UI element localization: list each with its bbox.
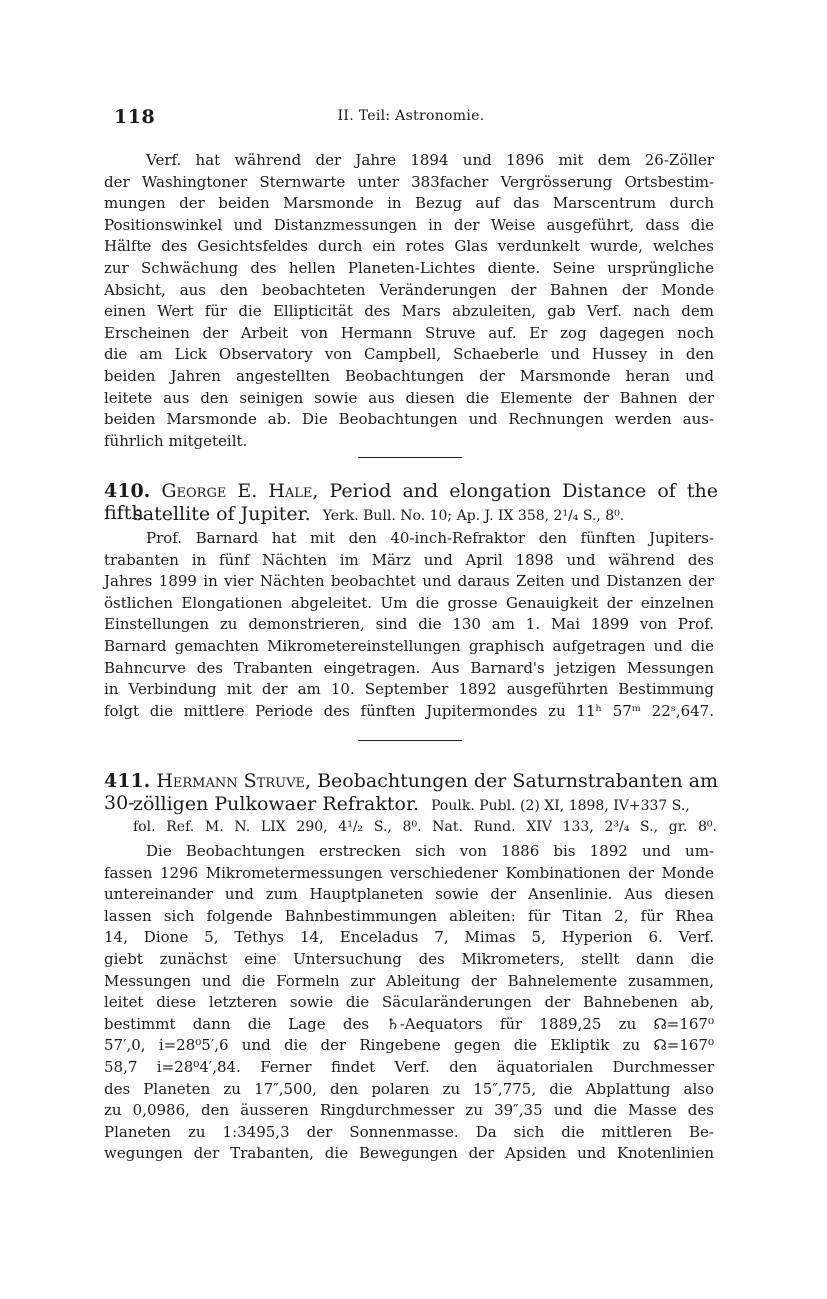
section-divider	[358, 457, 462, 458]
entry-title-text: satellite of Jupiter.	[133, 503, 311, 525]
text-line: 57′,0, i=28⁰5′,6 und die der Ringebene gegen die Ekliptik zu ☊=167⁰	[104, 1036, 714, 1055]
paragraph-saturn-satellites	[104, 841, 714, 1165]
entry-title-text: Period and elongation Distance of the fifth	[104, 480, 718, 524]
entry-title-text: zölligen Pulkowaer Refraktor.	[133, 793, 419, 815]
section-divider	[358, 740, 462, 741]
entry-author: George E. Hale,	[161, 480, 319, 502]
text-line: Die Beobachtungen erstrecken sich von 1886 bis 1892 und um-	[146, 842, 714, 860]
text-line: Prof. Barnard hat mit den 40-inch-Refraktor den fünften Jupiters-	[146, 529, 714, 547]
text-line: trabanten in fünf Nächten im März und April 1898 und während des	[104, 550, 714, 569]
text-line: in Verbindung mit der am 10. September 1892 ausgeführten Bestimmung	[104, 680, 714, 699]
entry-reference: fol. Ref. M. N. LIX 290, 4¹/₂ S., 8⁰. Nat. Rund. XIV 133, 2³/₄ S., gr. 8⁰.	[133, 819, 717, 835]
text-line: beiden Marsmonde ab. Die Beobachtungen und Rechnungen werden aus-	[104, 410, 714, 429]
entry-title-text: Beobachtungen der Saturnstrabanten am 30-	[104, 770, 718, 814]
text-line: Hälfte des Gesichtsfeldes durch ein rotes Glas verdunkelt wurde, welches	[104, 237, 714, 256]
text-line: Bahncurve des Trabanten eingetragen. Aus Barnard's jetzigen Messungen	[104, 658, 714, 677]
text-line: 58,7 i=28⁰4′,84. Ferner findet Verf. den äquatorialen Durchmesser	[104, 1057, 714, 1076]
text-line: Absicht, aus den beobachteten Veränderungen der Bahnen der Monde	[104, 280, 714, 299]
text-line: leitet diese letzteren sowie die Säcularänderungen der Bahnebenen ab,	[104, 993, 714, 1012]
text-line: leitete aus den seinigen sowie aus diesen die Elemente der Bahnen der	[104, 388, 714, 407]
text-line: der Washingtoner Sternwarte unter 383facher Vergrösserung Ortsbestim-	[104, 172, 714, 191]
text-line: östlichen Elongationen abgeleitet. Um die grosse Genauigkeit der einzelnen	[104, 593, 714, 612]
text-line: lassen sich folgende Bahnbestimmungen ableiten: für Titan 2, für Rhea	[104, 906, 714, 925]
text-line: zur Schwächung des hellen Planeten-Lichtes diente. Seine ursprüngliche	[104, 258, 714, 277]
entry-reference: Poulk. Publ. (2) XI, 1898, IV+337 S.,	[431, 798, 690, 814]
text-line: Planeten zu 1:3495,3 der Sonnenmasse. Da sich die mittleren Be-	[104, 1122, 714, 1141]
text-line: mungen der beiden Marsmonde in Bezug auf das Marscentrum durch	[104, 194, 714, 213]
entry-number: 411.	[104, 770, 151, 792]
running-head: II. Teil: Astronomie.	[337, 108, 485, 124]
text-line: zu 0,0986, den äusseren Ringdurchmesser zu 39″,35 und die Masse des	[104, 1101, 714, 1120]
text-line: des Planeten zu 17″,500, den polaren zu 15″,775, die Abplattung also	[104, 1079, 714, 1098]
text-line: Jahres 1899 in vier Nächten beobachtet und daraus Zeiten und Distanzen der	[104, 572, 714, 591]
text-line: führlich mitgeteilt.	[104, 431, 248, 450]
page-header	[104, 106, 718, 130]
entry-410-title-cont	[133, 503, 717, 527]
entry-author: Hermann Struve,	[156, 770, 312, 792]
text-line: Erscheinen der Arbeit von Hermann Struve auf. Er zog dagegen noch	[104, 323, 714, 342]
text-line: Barnard gemachten Mikrometereinstellungen graphisch aufgetragen und die	[104, 636, 714, 655]
text-line: untereinander und zum Hauptplaneten sowie der Ansenlinie. Aus diesen	[104, 885, 714, 904]
entry-number: 410.	[104, 480, 151, 502]
text-line: Verf. hat während der Jahre 1894 und 1896 mit dem 26-Zöller	[146, 151, 714, 169]
text-line: einen Wert für die Ellipticität des Mars abzuleiten, gab Verf. nach dem	[104, 302, 714, 321]
text-line: wegungen der Trabanten, die Bewegungen der Apsiden und Knotenlinien	[104, 1144, 714, 1163]
text-line: beiden Jahren angestellten Beobachtungen der Marsmonde heran und	[104, 366, 714, 385]
page-number: 118	[114, 106, 156, 128]
text-line: giebt zunächst eine Untersuchung des Mikrometers, stellt dann die	[104, 949, 714, 968]
entry-411-reference-cont	[133, 817, 717, 837]
entry-reference: Yerk. Bull. No. 10; Ap. J. IX 358, 2¹/₄ S., 8⁰.	[322, 508, 625, 524]
text-line: 14, Dione 5, Tethys 14, Enceladus 7, Mimas 5, Hyperion 6. Verf.	[104, 928, 714, 947]
text-line: Messungen und die Formeln zur Ableitung der Bahnelemente zusammen,	[104, 971, 714, 990]
text-line: fassen 1296 Mikrometermessungen verschiedener Kombinationen der Monde	[104, 863, 714, 882]
text-line: Positionswinkel und Distanzmessungen in der Weise ausgeführt, dass die	[104, 215, 714, 234]
entry-411-title-cont	[133, 793, 717, 817]
text-line: Einstellungen zu demonstrieren, sind die 130 am 1. Mai 1899 von Prof.	[104, 615, 714, 634]
text-line: die am Lick Observatory von Campbell, Schaeberle und Hussey in den	[104, 345, 714, 364]
text-line: bestimmt dann die Lage des ♄-Aequators für 1889,25 zu ☊=167⁰	[104, 1014, 714, 1033]
paragraph-mars-moons	[104, 150, 714, 452]
paragraph-jupiter-satellite	[104, 528, 714, 722]
text-line: folgt die mittlere Periode des fünften Jupitermondes zu 11ʰ 57ᵐ 22ˢ,647.	[104, 701, 714, 720]
